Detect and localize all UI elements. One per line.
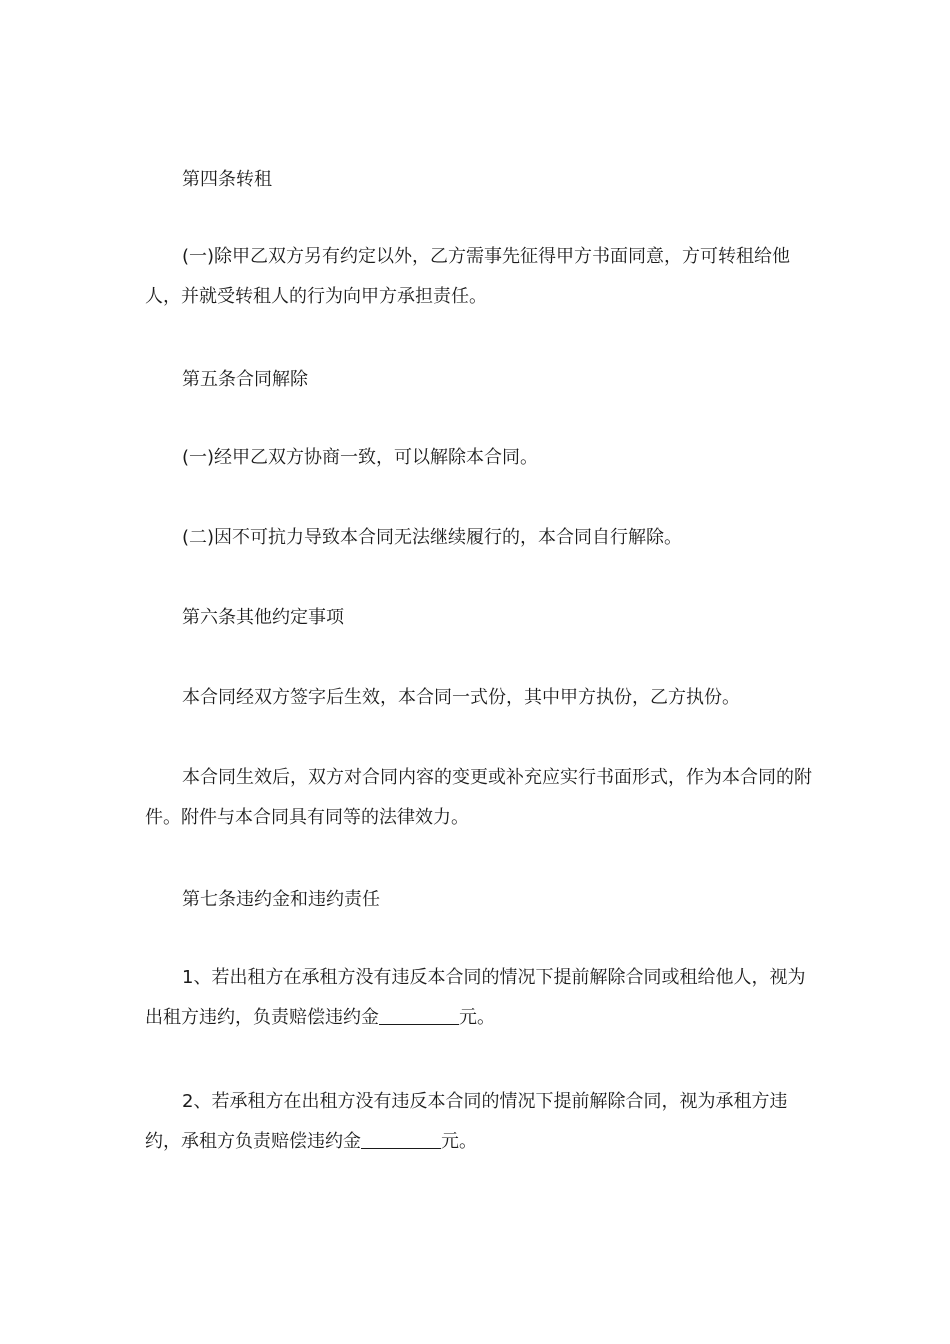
article-6-paragraph-2: 本合同生效后，双方对合同内容的变更或补充应实行书面形式，作为本合同的附件。附件与本合同具有同等的法律效力。 bbox=[145, 767, 812, 828]
article-7-paragraph-2-suffix: 元。 bbox=[441, 1131, 477, 1152]
penalty-amount-blank-2 bbox=[361, 1130, 441, 1149]
article-7-paragraph-1-suffix: 元。 bbox=[459, 1007, 495, 1028]
article-6-heading: 第六条其他约定事项 bbox=[182, 607, 344, 628]
penalty-amount-blank-1 bbox=[379, 1006, 459, 1025]
article-5-heading: 第五条合同解除 bbox=[182, 369, 308, 390]
article-7-paragraph-2 bbox=[145, 1082, 817, 1162]
article-7-heading: 第七条违约金和违约责任 bbox=[182, 889, 380, 910]
article-4-paragraph-1: (一)除甲乙双方另有约定以外，乙方需事先征得甲方书面同意，方可转租给他人，并就受转租人的行为向甲方承担责任。 bbox=[145, 246, 791, 307]
article-5-paragraph-1: (一)经甲乙双方协商一致，可以解除本合同。 bbox=[182, 447, 539, 468]
article-7-paragraph-2-text: 2、若承租方在出租方没有违反本合同的情况下提前解除合同，视为承租方违约，承租方负责赔偿违约金 bbox=[145, 1091, 788, 1152]
article-6-paragraph-1: 本合同经双方签字后生效，本合同一式份，其中甲方执份，乙方执份。 bbox=[182, 687, 740, 708]
article-5-paragraph-2: (二)因不可抗力导致本合同无法继续履行的，本合同自行解除。 bbox=[182, 527, 683, 548]
article-7-paragraph-1-text: 1、若出租方在承租方没有违反本合同的情况下提前解除合同或租给他人，视为出租方违约，负责赔偿违约金 bbox=[145, 967, 806, 1028]
article-7-paragraph-1 bbox=[145, 958, 817, 1038]
article-4-heading: 第四条转租 bbox=[182, 169, 272, 190]
